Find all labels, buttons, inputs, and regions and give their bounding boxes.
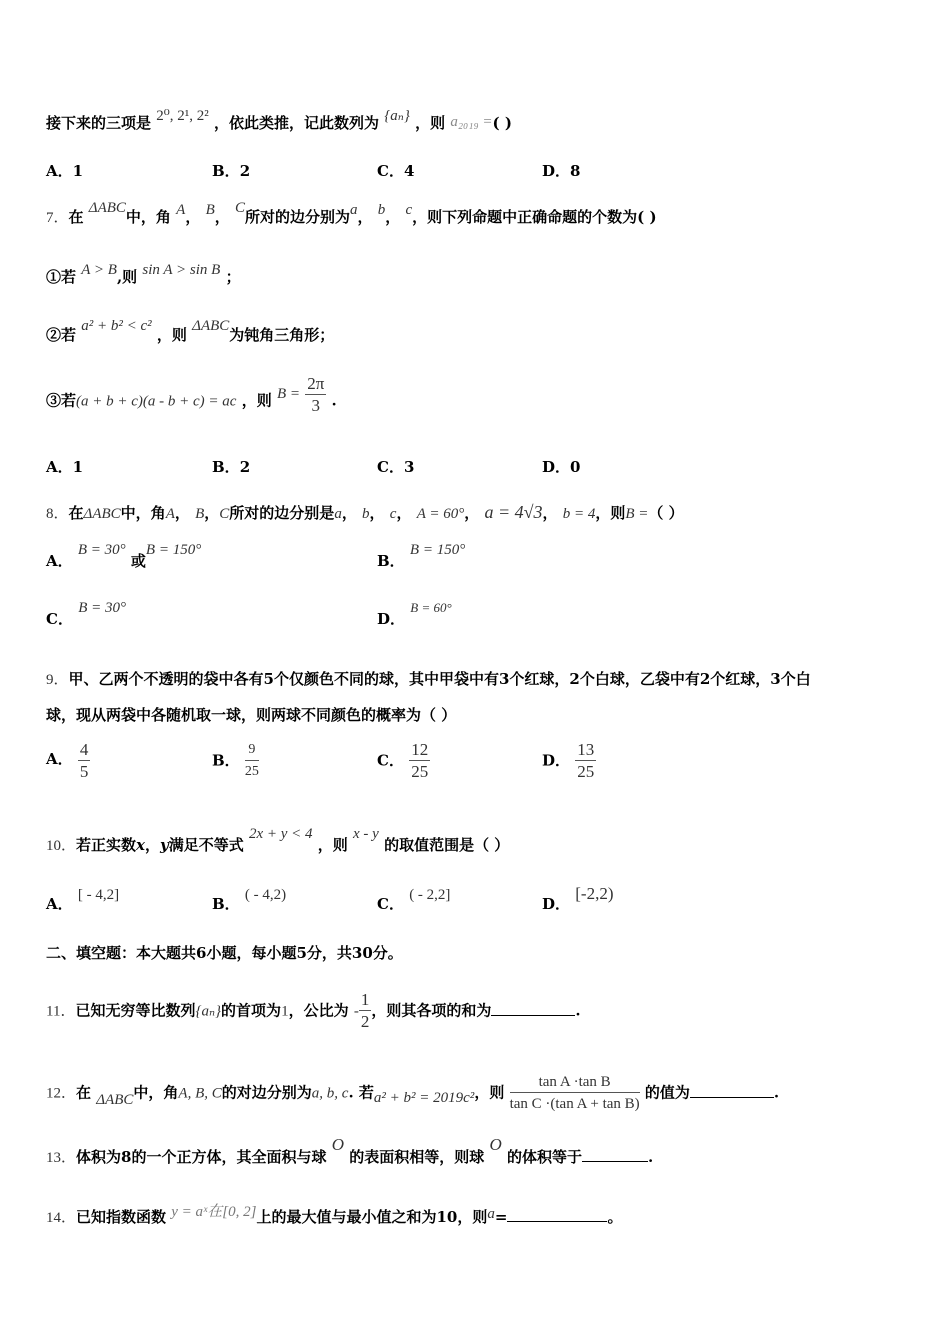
q9-option-c[interactable]: C． $\frac{12}{25}$ <box>377 740 429 781</box>
q6-stem: 接下来的三项是 2⁰, 2¹, 2² ，依此类推，记此数列为 {aₙ} ，则 a₂₀₁₉ =( ) <box>46 108 512 132</box>
q11-answer-blank[interactable] <box>491 1001 575 1016</box>
q6-option-b[interactable]: B．2 <box>212 162 251 180</box>
q9-option-c-fraction: $\frac{12}{25}$ <box>411 740 429 781</box>
q8-option-b[interactable]: B． B = 150° <box>377 542 466 570</box>
q9-option-d-fraction: $\frac{13}{25}$ <box>577 740 595 781</box>
q6-math-powers: 2⁰, 2¹, 2² <box>156 108 209 124</box>
q9-option-a-fraction: $\frac{4}{5}$ <box>79 740 89 781</box>
q10-option-a[interactable]: A． [ - 4,2] <box>46 887 120 913</box>
q6-option-d[interactable]: D．8 <box>542 162 581 180</box>
q12-stem: 12．在 ΔABC中，角A, B, C的对边分别为a, b, c. 若a² + b² = 2019c²，则 $\frac{\text{tan A ·tan B}}{\text{tan C ·(tan A + tan B)}}$ 的值为 . <box>46 1072 779 1115</box>
q9-stem-line-2: 球，现从两袋中各随机取一球，则两球不同颜色的概率为（ ） <box>46 706 457 724</box>
q7-option-c[interactable]: C．3 <box>377 458 415 476</box>
q8-option-c[interactable]: C． B = 30° <box>46 600 126 628</box>
q7-option-a[interactable]: A．1 <box>46 458 84 476</box>
q9-stem-line-1: 9．甲、乙两个不透明的袋中各有5个仅颜色不同的球，其中甲袋中有3个红球，2个白球，乙袋中有2个红球，3个白 <box>46 670 811 688</box>
q7-fraction-2pi-3: $\frac{2\pi}{3}$ <box>307 374 325 415</box>
q14-stem: 14．已知指数函数 y = aˣ在[0, 2]上的最大值与最小值之和为10，则a= 。 <box>46 1204 623 1226</box>
q11-fraction-half: $\frac{1}{2}$ <box>360 990 370 1031</box>
q10-option-b[interactable]: B． ( - 4,2) <box>212 887 287 913</box>
q6-math-seq: {aₙ} <box>384 108 410 124</box>
q12-answer-blank[interactable] <box>690 1083 774 1098</box>
q9-option-b[interactable]: B． $\frac{9}{25}$ <box>212 740 259 783</box>
q10-option-c[interactable]: C． ( - 2,2] <box>377 887 451 913</box>
q9-option-b-fraction: $\frac{9}{25}$ <box>244 742 259 779</box>
q13-answer-blank[interactable] <box>582 1147 648 1162</box>
q10-option-d[interactable]: D． [-2,2) <box>542 884 614 913</box>
q8-option-d[interactable]: D． B = 60° <box>377 600 452 628</box>
q8-stem: 8．在ΔABC中，角A， B，C所对的边分别是a， b， c， A = 60°， a = 4√3， b = 4，则B =（ ） <box>46 502 684 522</box>
q8-option-a[interactable]: A． B = 30° 或B = 150° <box>46 542 202 570</box>
q6-option-a[interactable]: A．1 <box>46 162 84 180</box>
q9-option-a[interactable]: A． $\frac{4}{5}$ <box>46 740 89 781</box>
q12-fraction-tan: $\frac{\text{tan A ·tan B}}{\text{tan C ·(tan A + tan B)}}$ <box>509 1074 640 1112</box>
q13-stem: 13．体积为8的一个正方体，其全面积与球 O 的表面积相等，则球 O 的体积等于 . <box>46 1135 654 1166</box>
q7-option-b[interactable]: B．2 <box>212 458 251 476</box>
q7-statement-2: ②若 a² + b² < c² ，则 ΔABC为钝角三角形； <box>46 318 335 344</box>
q9-option-d[interactable]: D． $\frac{13}{25}$ <box>542 740 595 781</box>
q6-option-c[interactable]: C．4 <box>377 162 415 180</box>
q7-statement-1: ①若 A > B,则 sin A > sin B ； <box>46 262 241 286</box>
q14-answer-blank[interactable] <box>507 1207 607 1222</box>
q7-option-d[interactable]: D．0 <box>542 458 581 476</box>
q6-math-a2019: a₂₀₁₉ = <box>450 114 493 130</box>
q7-statement-3: ③若(a + b + c)(a - b + c) = ac ，则 B = $\frac{2\pi}{3}$ . <box>46 374 337 415</box>
q10-stem: 10．若正实数x，y满足不等式 2x + y < 4 ，则 x - y 的取值范围是（ ） <box>46 826 510 854</box>
q7-stem: 7．在 ΔABC中，角 A， B， C所对的边分别为a， b， c，则下列命题中正确命题的个数为( ) <box>46 200 657 226</box>
section-fill-in-heading: 二、填空题：本大题共6小题，每小题5分，共30分。 <box>46 944 403 962</box>
q11-stem: 11．已知无穷等比数列{aₙ}的首项为1，公比为 - $\frac{1}{2}$ ，则其各项的和为 . <box>46 990 581 1031</box>
